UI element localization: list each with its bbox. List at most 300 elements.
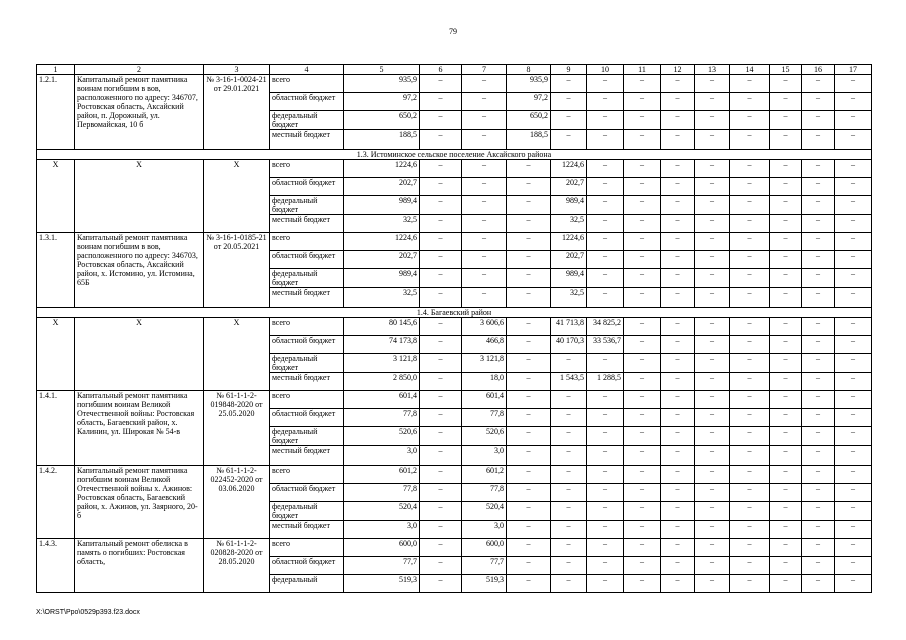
funding-source: областной бюджет [270,409,344,427]
value-cell: – [661,288,695,308]
value-cell: 519,3 [462,575,507,593]
value-cell: – [835,391,872,409]
value-cell: – [507,160,551,178]
value-cell: – [420,354,462,373]
value-cell: – [730,251,770,269]
value-cell: 601,4 [462,391,507,409]
section-title: 1.3. Истоминское сельское поселение Аксайского района [37,150,872,160]
funding-source: всего [270,391,344,409]
value-cell: – [551,354,587,373]
value-cell: – [507,539,551,557]
value-cell: – [507,466,551,484]
value-cell: – [835,111,872,130]
item-doc: Х [204,318,270,391]
value-cell: – [587,575,624,593]
value-cell: 1224,6 [551,160,587,178]
value-cell: – [624,196,661,215]
value-cell: 520,4 [344,502,420,521]
value-cell: – [624,521,661,539]
value-cell: – [770,196,802,215]
value-cell: 77,8 [344,484,420,502]
funding-source: федеральный бюджет [270,196,344,215]
value-cell: – [624,484,661,502]
col-num: 17 [835,65,872,75]
value-cell: – [695,111,730,130]
value-cell: – [507,251,551,269]
item-name: Капитальный ремонт памятника погибшим воинам Великой Отечественной войны: Ростовская область, Багаевский район, х. Калинин, ул. Широкая № 54-в [75,391,204,466]
value-cell: – [661,521,695,539]
value-cell: – [770,373,802,391]
value-cell: – [802,93,835,111]
value-cell: – [661,409,695,427]
col-num: 8 [507,65,551,75]
value-cell: – [695,557,730,575]
funding-source: всего [270,318,344,336]
col-num: 9 [551,65,587,75]
value-cell: – [802,373,835,391]
table-row [37,391,872,409]
value-cell: – [420,215,462,233]
value-cell: – [462,269,507,288]
value-cell: 2 850,0 [344,373,420,391]
value-cell: – [802,75,835,93]
value-cell: – [587,354,624,373]
funding-source: местный бюджет [270,215,344,233]
value-cell: – [730,354,770,373]
value-cell: 989,4 [344,269,420,288]
value-cell: – [661,178,695,196]
value-cell: 41 713,8 [551,318,587,336]
funding-source: всего [270,466,344,484]
funding-source: местный бюджет [270,446,344,466]
value-cell: – [802,178,835,196]
value-cell: – [624,111,661,130]
value-cell: – [462,111,507,130]
value-cell: – [695,484,730,502]
value-cell: 935,9 [507,75,551,93]
value-cell: – [420,111,462,130]
value-cell: – [695,446,730,466]
value-cell: – [462,130,507,150]
value-cell: – [462,233,507,251]
value-cell: – [695,521,730,539]
value-cell: – [695,93,730,111]
value-cell: – [802,539,835,557]
value-cell: – [420,484,462,502]
value-cell: – [835,196,872,215]
value-cell: – [624,93,661,111]
value-cell: 3 606,6 [462,318,507,336]
col-num: 4 [270,65,344,75]
funding-source: федеральный [270,575,344,593]
col-num: 13 [695,65,730,75]
table-row [37,75,872,93]
value-cell: – [730,111,770,130]
value-cell: – [624,446,661,466]
value-cell: – [551,557,587,575]
section-row [37,308,872,318]
column-number-row [37,65,872,75]
value-cell: – [730,446,770,466]
value-cell: – [462,75,507,93]
value-cell: – [770,251,802,269]
value-cell: – [587,160,624,178]
value-cell: 1 288,5 [587,373,624,391]
value-cell: – [835,521,872,539]
value-cell: – [420,336,462,354]
value-cell: – [420,75,462,93]
value-cell: – [802,251,835,269]
value-cell: – [730,93,770,111]
value-cell: – [420,160,462,178]
value-cell: – [624,288,661,308]
value-cell: – [551,75,587,93]
value-cell: – [730,269,770,288]
table-row [37,318,872,336]
value-cell: – [730,502,770,521]
value-cell: – [507,318,551,336]
value-cell: – [802,557,835,575]
value-cell: 188,5 [507,130,551,150]
value-cell: – [835,318,872,336]
value-cell: 3,0 [462,446,507,466]
item-num: 1.2.1. [37,75,75,150]
value-cell: – [835,466,872,484]
item-name: Х [75,160,204,233]
value-cell: – [420,539,462,557]
value-cell: – [730,539,770,557]
value-cell: – [587,539,624,557]
value-cell: – [802,575,835,593]
value-cell: – [551,427,587,446]
value-cell: – [661,557,695,575]
value-cell: 32,5 [551,215,587,233]
value-cell: 601,4 [344,391,420,409]
value-cell: – [695,427,730,446]
value-cell: 202,7 [344,178,420,196]
value-cell: 77,8 [462,409,507,427]
value-cell: – [770,575,802,593]
value-cell: – [802,111,835,130]
value-cell: – [661,446,695,466]
value-cell: – [770,427,802,446]
value-cell: 77,7 [462,557,507,575]
value-cell: – [624,391,661,409]
value-cell: – [551,484,587,502]
value-cell: – [770,354,802,373]
value-cell: – [661,93,695,111]
value-cell: – [462,93,507,111]
value-cell: – [770,160,802,178]
value-cell: – [835,288,872,308]
col-num: 2 [75,65,204,75]
value-cell: – [770,288,802,308]
value-cell: – [770,539,802,557]
value-cell: – [802,196,835,215]
value-cell: 1224,6 [344,160,420,178]
value-cell: 1224,6 [344,233,420,251]
value-cell: – [507,427,551,446]
value-cell: – [420,233,462,251]
value-cell: – [661,354,695,373]
value-cell: – [624,318,661,336]
value-cell: – [835,269,872,288]
value-cell: – [587,288,624,308]
value-cell: – [770,178,802,196]
value-cell: – [802,409,835,427]
value-cell: – [770,75,802,93]
value-cell: – [730,575,770,593]
value-cell: – [507,215,551,233]
value-cell: – [587,391,624,409]
funding-source: местный бюджет [270,288,344,308]
value-cell: – [770,446,802,466]
value-cell: 33 536,7 [587,336,624,354]
table-row [37,160,872,178]
value-cell: 600,0 [462,539,507,557]
value-cell: – [661,111,695,130]
value-cell: – [507,336,551,354]
value-cell: – [587,233,624,251]
value-cell: – [835,233,872,251]
value-cell: – [462,215,507,233]
funding-source: всего [270,75,344,93]
value-cell: – [420,93,462,111]
value-cell: – [587,557,624,575]
value-cell: – [661,215,695,233]
value-cell: – [587,93,624,111]
value-cell: – [587,427,624,446]
value-cell: – [835,575,872,593]
funding-source: областной бюджет [270,178,344,196]
value-cell: 77,7 [344,557,420,575]
value-cell: – [507,196,551,215]
value-cell: – [835,178,872,196]
value-cell: 3 121,8 [344,354,420,373]
value-cell: – [695,539,730,557]
item-name: Капитальный ремонт памятника погибшим воинам Великой Отечественной войны х. Ажинов: Ростовская область, Багаевский район, х. Ажинов, ул. Заярного, 20-б [75,466,204,539]
value-cell: – [730,75,770,93]
value-cell: – [420,575,462,593]
value-cell: – [551,575,587,593]
value-cell: – [551,466,587,484]
value-cell: – [462,196,507,215]
value-cell: 32,5 [344,288,420,308]
file-path-footer: X:\ORST\Ppo\0529p393.f23.docx [36,609,140,616]
funding-source: всего [270,233,344,251]
value-cell: 77,8 [462,484,507,502]
value-cell: – [730,288,770,308]
value-cell: – [624,233,661,251]
value-cell: – [695,575,730,593]
value-cell: – [695,215,730,233]
table-row [37,539,872,557]
value-cell: – [835,409,872,427]
section-row [37,150,872,160]
col-num: 3 [204,65,270,75]
value-cell: – [802,130,835,150]
value-cell: – [507,557,551,575]
value-cell: – [507,484,551,502]
value-cell: – [624,354,661,373]
value-cell: 519,3 [344,575,420,593]
value-cell: – [507,575,551,593]
value-cell: – [420,373,462,391]
value-cell: – [802,502,835,521]
value-cell: – [661,269,695,288]
value-cell: – [462,251,507,269]
value-cell: – [420,391,462,409]
value-cell: – [624,502,661,521]
value-cell: – [802,269,835,288]
budget-table [36,64,872,593]
value-cell: – [624,466,661,484]
value-cell: 520,6 [344,427,420,446]
value-cell: – [802,288,835,308]
value-cell: – [507,391,551,409]
value-cell: 202,7 [344,251,420,269]
value-cell: – [835,446,872,466]
value-cell: – [661,575,695,593]
value-cell: – [695,466,730,484]
value-cell: – [695,160,730,178]
value-cell: – [420,178,462,196]
value-cell: – [420,521,462,539]
value-cell: – [695,196,730,215]
value-cell: – [587,215,624,233]
value-cell: 188,5 [344,130,420,150]
value-cell: 989,4 [551,196,587,215]
value-cell: – [624,575,661,593]
col-num: 5 [344,65,420,75]
value-cell: – [507,521,551,539]
value-cell: 97,2 [507,93,551,111]
value-cell: – [730,484,770,502]
value-cell: – [551,502,587,521]
value-cell: – [695,354,730,373]
value-cell: – [624,178,661,196]
value-cell: – [587,466,624,484]
value-cell: 34 825,2 [587,318,624,336]
value-cell: – [802,484,835,502]
item-num: 1.3.1. [37,233,75,308]
item-doc: № 61-1-1-2-019848-2020 от 25.05.2020 [204,391,270,466]
value-cell: – [624,215,661,233]
value-cell: 74 173,8 [344,336,420,354]
value-cell: – [624,539,661,557]
funding-source: федеральный бюджет [270,427,344,446]
funding-source: всего [270,160,344,178]
value-cell: – [587,269,624,288]
value-cell: 32,5 [344,215,420,233]
value-cell: – [835,557,872,575]
value-cell: 989,4 [551,269,587,288]
funding-source: всего [270,539,344,557]
value-cell: – [507,288,551,308]
item-doc: № 61-1-1-2-022452-2020 от 03.06.2020 [204,466,270,539]
value-cell: – [695,318,730,336]
value-cell: – [551,539,587,557]
value-cell: – [695,233,730,251]
value-cell: – [730,557,770,575]
value-cell: – [507,269,551,288]
value-cell: – [624,160,661,178]
value-cell: – [587,446,624,466]
item-name: Капитальный ремонт памятника воинам погибшим в вов, расположенного по адресу: 346703, Ростовская область, Аксайский район, х. Истомино, ул. Истомина, 65Б [75,233,204,308]
value-cell: – [730,391,770,409]
value-cell: 202,7 [551,251,587,269]
value-cell: – [420,557,462,575]
value-cell: – [624,336,661,354]
funding-source: областной бюджет [270,336,344,354]
value-cell: – [835,484,872,502]
value-cell: 3,0 [344,446,420,466]
value-cell: – [730,215,770,233]
value-cell: 3,0 [344,521,420,539]
value-cell: – [551,446,587,466]
value-cell: 3,0 [462,521,507,539]
value-cell: – [420,269,462,288]
value-cell: – [695,178,730,196]
value-cell: – [770,130,802,150]
item-doc: № 3-16-1-0024-21 от 29.01.2021 [204,75,270,150]
value-cell: – [802,354,835,373]
value-cell: – [507,233,551,251]
value-cell: – [730,160,770,178]
value-cell: – [587,251,624,269]
value-cell: – [624,269,661,288]
value-cell: 32,5 [551,288,587,308]
value-cell: – [730,427,770,446]
value-cell: 18,0 [462,373,507,391]
value-cell: – [661,196,695,215]
value-cell: 80 145,6 [344,318,420,336]
value-cell: – [661,160,695,178]
page-number: 79 [449,27,457,36]
funding-source: федеральный бюджет [270,502,344,521]
value-cell: – [661,484,695,502]
value-cell: – [587,111,624,130]
value-cell: 601,2 [344,466,420,484]
value-cell: – [661,466,695,484]
value-cell: – [507,354,551,373]
funding-source: областной бюджет [270,484,344,502]
value-cell: – [835,373,872,391]
value-cell: – [695,288,730,308]
value-cell: 1 543,5 [551,373,587,391]
item-num: Х [37,160,75,233]
funding-source: областной бюджет [270,251,344,269]
value-cell: – [551,93,587,111]
value-cell: – [835,130,872,150]
value-cell: – [420,130,462,150]
value-cell: – [624,427,661,446]
value-cell: – [661,130,695,150]
item-num: 1.4.2. [37,466,75,539]
value-cell: – [835,160,872,178]
value-cell: – [770,466,802,484]
funding-source: федеральный бюджет [270,111,344,130]
value-cell: – [624,557,661,575]
value-cell: – [420,318,462,336]
value-cell: 466,8 [462,336,507,354]
value-cell: – [802,215,835,233]
item-doc: № 61-1-1-2-020828-2020 от 28.05.2020 [204,539,270,593]
value-cell: – [695,251,730,269]
value-cell: – [770,215,802,233]
value-cell: – [624,373,661,391]
value-cell: – [661,502,695,521]
